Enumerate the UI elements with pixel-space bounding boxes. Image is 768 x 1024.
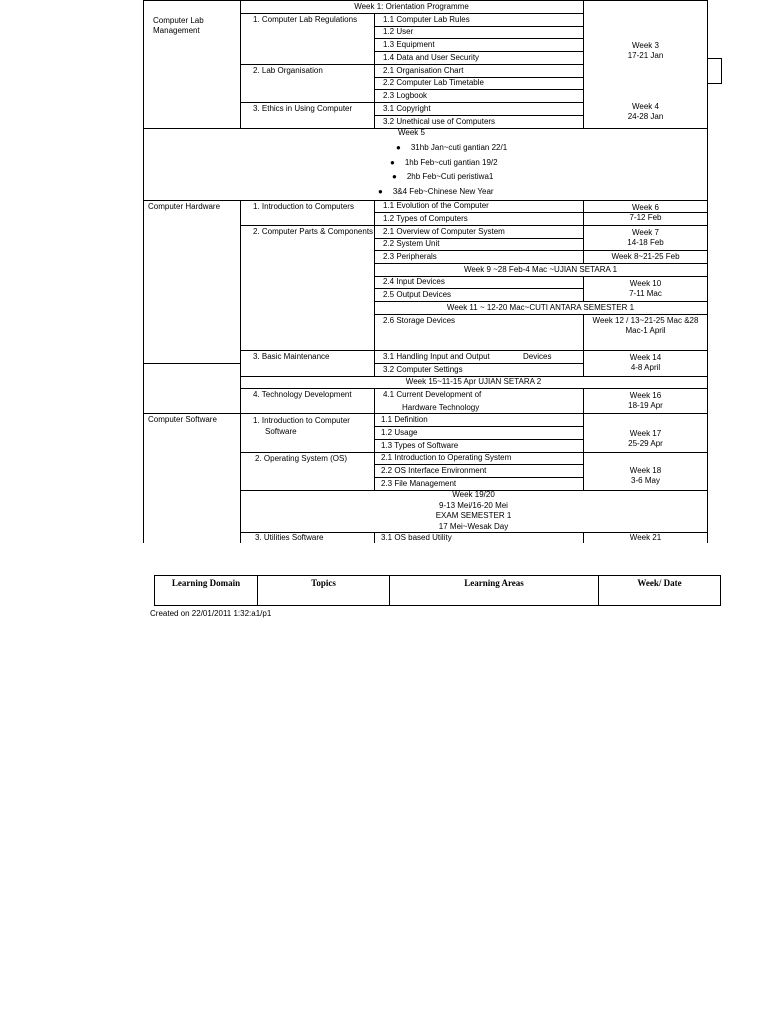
week-8: Week 8~21-25 Feb [611,251,680,261]
holiday-item: ● 31hb Jan~cuti gantian 22/1 [396,143,508,152]
week-21: Week 21 [629,532,662,542]
area-h-4-1: 4.1 Current Development of Hardware Technology [383,390,482,412]
week-6: Week 6 7-12 Feb [629,202,662,222]
topic-technology-development: 4. Technology Development [253,390,352,399]
week-4: Week 4 24-28 Jan [627,102,664,121]
holiday-item: ● 2hb Feb~Cuti peristiwa1 [392,172,494,181]
orientation-row: Week 1: Orientation Programme [354,1,469,11]
week-15-exam: Week 15~11-15 Apr UJIAN SETARA 2 [405,377,542,386]
topic-lab-regulations: 1. Computer Lab Regulations [253,15,358,24]
area-h-3-1: 3.1 Handling Input and Output Devices [383,352,552,361]
area-s-2-1: 2.1 Introduction to Operating System [381,453,512,462]
week-10: Week 10 7-11 Mac [629,278,662,298]
area-s-2-3: 2.3 File Management [381,478,457,488]
area-h-3-2: 3.2 Computer Settings [383,364,463,374]
week-18: Week 18 3-6 May [629,465,662,485]
area-h-1-2: 1.2 Types of Computers [383,213,468,223]
area-3-1: 3.1 Copyright [383,103,431,113]
topic-intro-software: 1. Introduction to Computer Software [253,416,350,436]
week-5-title: Week 5 [398,128,425,137]
area-s-3-1: 3.1 OS based Utility [381,533,452,542]
area-1-2: 1.2 User [383,27,414,36]
area-s-1-3: 1.3 Types of Software [381,440,459,450]
area-1-3: 1.3 Equipment [383,39,435,49]
area-2-3: 2.3 Logbook [383,90,428,100]
area-h-2-2: 2.2 System Unit [383,239,440,248]
week-11-break: Week 11 ~ 12-20 Mac~CUTI ANTARA SEMESTER 1 [446,302,635,312]
topic-computer-parts: 2. Computer Parts & Components [253,227,374,236]
area-1-1: 1.1 Computer Lab Rules [383,14,470,24]
area-h-2-3: 2.3 Peripherals [383,251,437,261]
week-12-13: Week 12 / 13~21-25 Mac &28 Mac-1 April [592,316,699,335]
header-topics: Topics [311,578,336,588]
area-s-2-2: 2.2 OS Interface Environment [381,465,487,475]
header-learning-areas: Learning Areas [464,578,524,588]
week-7: Week 7 14-18 Feb [627,227,664,247]
area-3-2: 3.2 Unethical use of Computers [383,116,496,126]
topic-lab-organisation: 2. Lab Organisation [253,66,323,75]
holiday-item: ● 3&4 Feb~Chinese New Year [378,186,494,196]
area-h-2-1: 2.1 Overview of Computer System [383,226,505,236]
topic-intro-computers: 1. Introduction to Computers [253,202,354,211]
week-9-exam: Week 9 ~28 Feb-4 Mac ~UJIAN SETARA 1 [463,264,618,274]
week-3: Week 3 17-21 Jan [627,41,664,60]
area-h-2-4: 2.4 Input Devices [383,277,445,286]
topic-ethics: 3. Ethics in Using Computer [253,104,353,113]
area-h-1-1: 1.1 Evolution of the Computer [383,201,489,210]
week-5-holiday-list [378,141,590,199]
week-14: Week 14 4-8 April [629,353,662,372]
area-s-1-2: 1.2 Usage [381,427,418,437]
topic-utilities-software: 3. Utilities Software [255,533,324,542]
week-19-20-exam: Week 19/20 9-13 Mei/16-20 Mei EXAM SEMESTER 1 17 Mei~Wesak Day [435,490,512,531]
domain-hardware: Computer Hardware [148,202,221,211]
area-2-2: 2.2 Computer Lab Timetable [383,78,484,87]
domain-software: Computer Software [148,415,217,424]
week-16: Week 16 18-19 Apr [628,390,663,410]
topic-basic-maintenance: 3. Basic Maintenance [253,352,330,361]
area-2-1: 2.1 Organisation Chart [383,65,464,75]
area-s-1-1: 1.1 Definition [381,414,428,424]
holiday-item: ● 1hb Feb~cuti gantian 19/2 [390,157,498,167]
area-h-2-5: 2.5 Output Devices [383,289,452,299]
area-1-4: 1.4 Data and User Security [383,52,480,62]
header-learning-domain: Learning Domain [171,578,241,588]
area-h-2-6: 2.6 Storage Devices [383,316,456,325]
header-week-date: Week/ Date [637,578,682,588]
topic-operating-system: 2. Operating System (OS) [255,454,348,463]
created-on-footer: Created on 22/01/2011 1:32:a1/p1 [150,609,272,618]
domain-lab-management: Computer Lab Management [153,16,204,35]
week-17: Week 17 25-29 Apr [628,428,663,448]
